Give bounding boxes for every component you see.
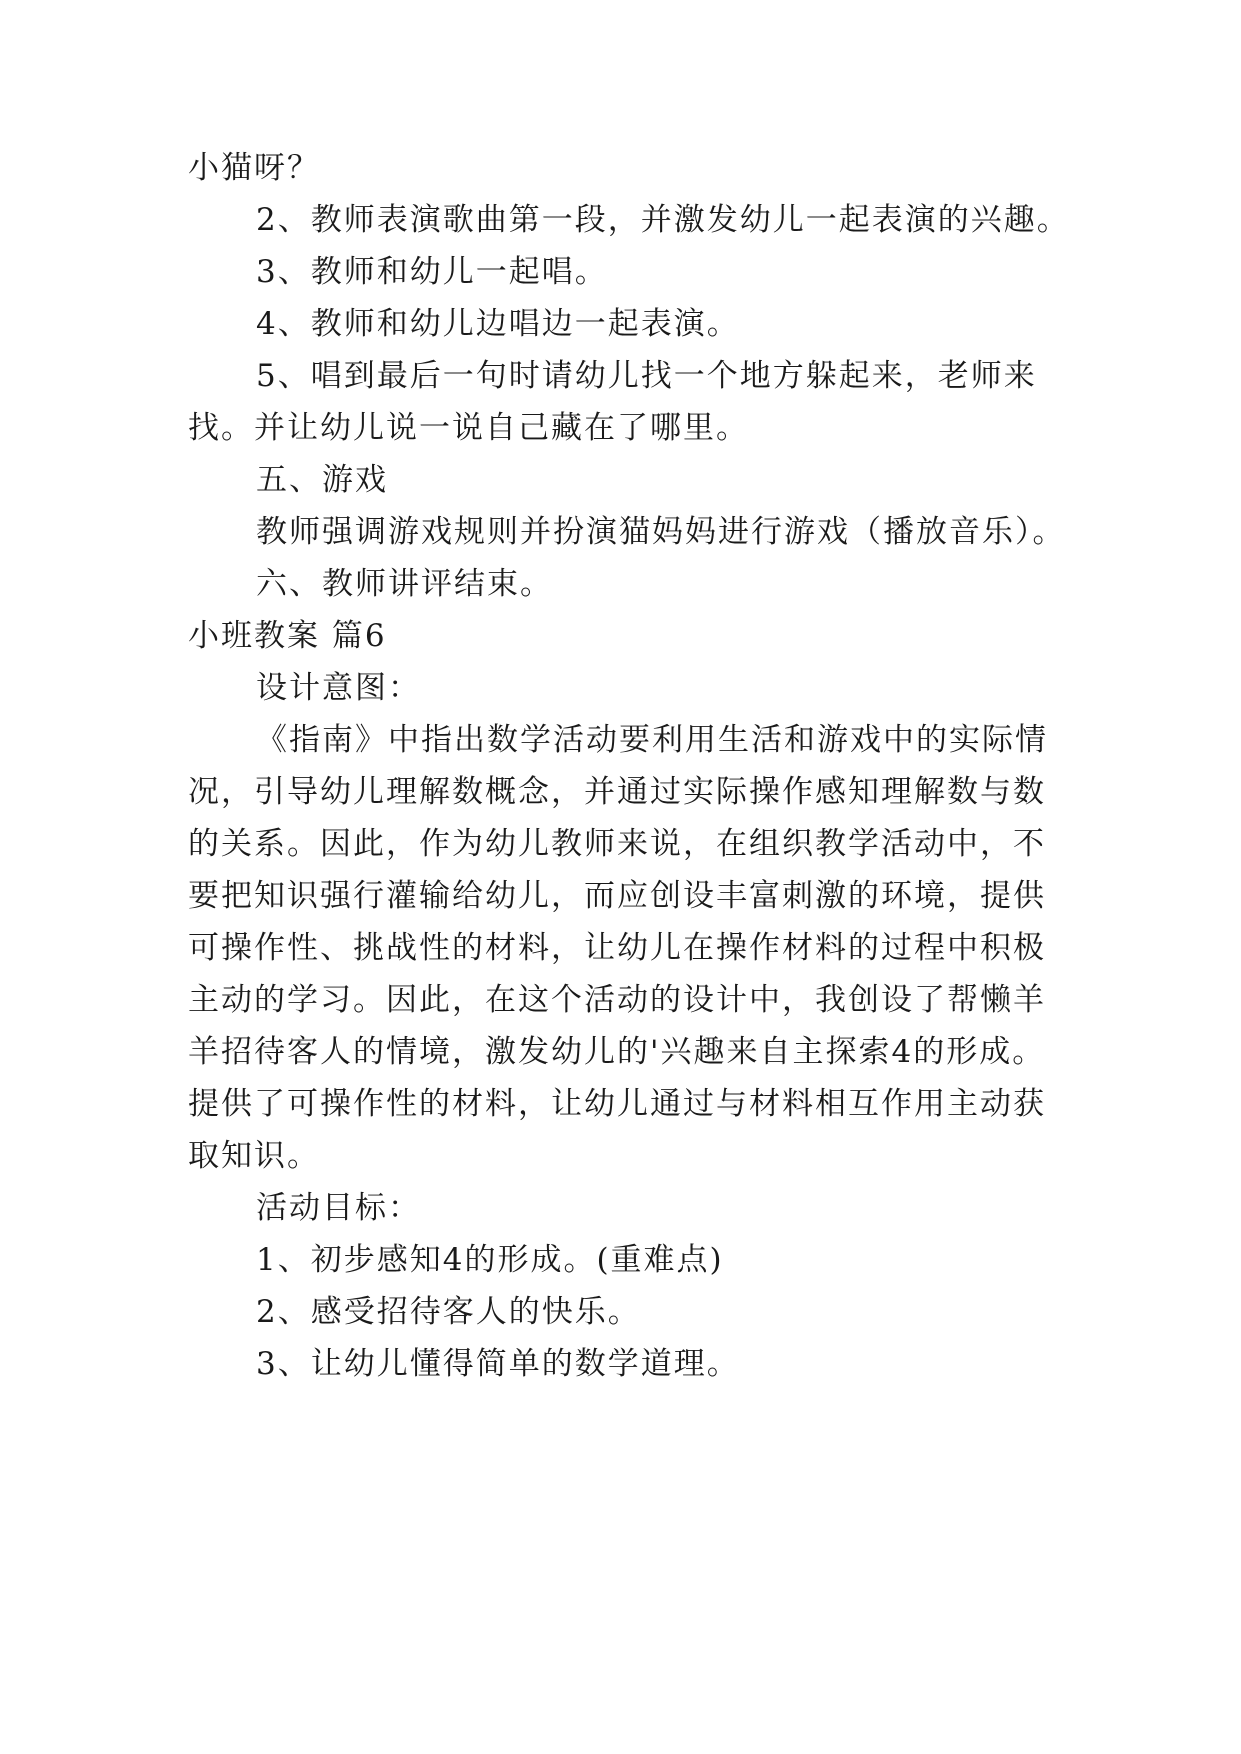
text-line: 教师强调游戏规则并扮演猫妈妈进行游戏（播放音乐）。: [256, 514, 1066, 550]
text-line: 5、唱到最后一句时请幼儿找一个地方躲起来，老师来: [256, 358, 1037, 394]
section-heading: 六、教师讲评结束。: [256, 566, 553, 602]
text-line: 3、教师和幼儿一起唱。: [256, 254, 608, 290]
section-heading: 设计意图：: [256, 670, 421, 706]
text-line: 提供了可操作性的材料，让幼儿通过与材料相互作用主动获: [188, 1086, 1046, 1122]
lesson-title: 小班教案 篇6: [188, 618, 387, 654]
section-heading: 五、游戏: [256, 462, 388, 498]
text-line: 找。并让幼儿说一说自己藏在了哪里。: [188, 410, 749, 446]
text-line: 《指南》中指出数学活动要利用生活和游戏中的实际情: [256, 722, 1048, 758]
text-line: 2、教师表演歌曲第一段，并激发幼儿一起表演的兴趣。: [256, 202, 1070, 238]
text-line: 取知识。: [188, 1138, 320, 1174]
text-line: 2、感受招待客人的快乐。: [256, 1294, 641, 1330]
text-line: 4、教师和幼儿边唱边一起表演。: [256, 306, 740, 342]
text-line: 可操作性、挑战性的材料，让幼儿在操作材料的过程中积极: [188, 930, 1046, 966]
text-line: 要把知识强行灌输给幼儿，而应创设丰富刺激的环境，提供: [188, 878, 1046, 914]
text-line: 况，引导幼儿理解数概念，并通过实际操作感知理解数与数: [188, 774, 1046, 810]
text-line: 3、让幼儿懂得简单的数学道理。: [256, 1346, 740, 1382]
text-line: 1、初步感知4的形成。(重难点): [256, 1242, 724, 1278]
text-line: 主动的学习。因此，在这个活动的设计中，我创设了帮懒羊: [188, 982, 1046, 1018]
text-line: 羊招待客人的情境，激发幼儿的'兴趣来自主探索4的形成。: [188, 1034, 1046, 1070]
section-heading: 活动目标：: [256, 1190, 421, 1226]
text-line: 的关系。因此，作为幼儿教师来说，在组织教学活动中，不: [188, 826, 1046, 862]
text-line: 小猫呀？: [188, 150, 320, 186]
